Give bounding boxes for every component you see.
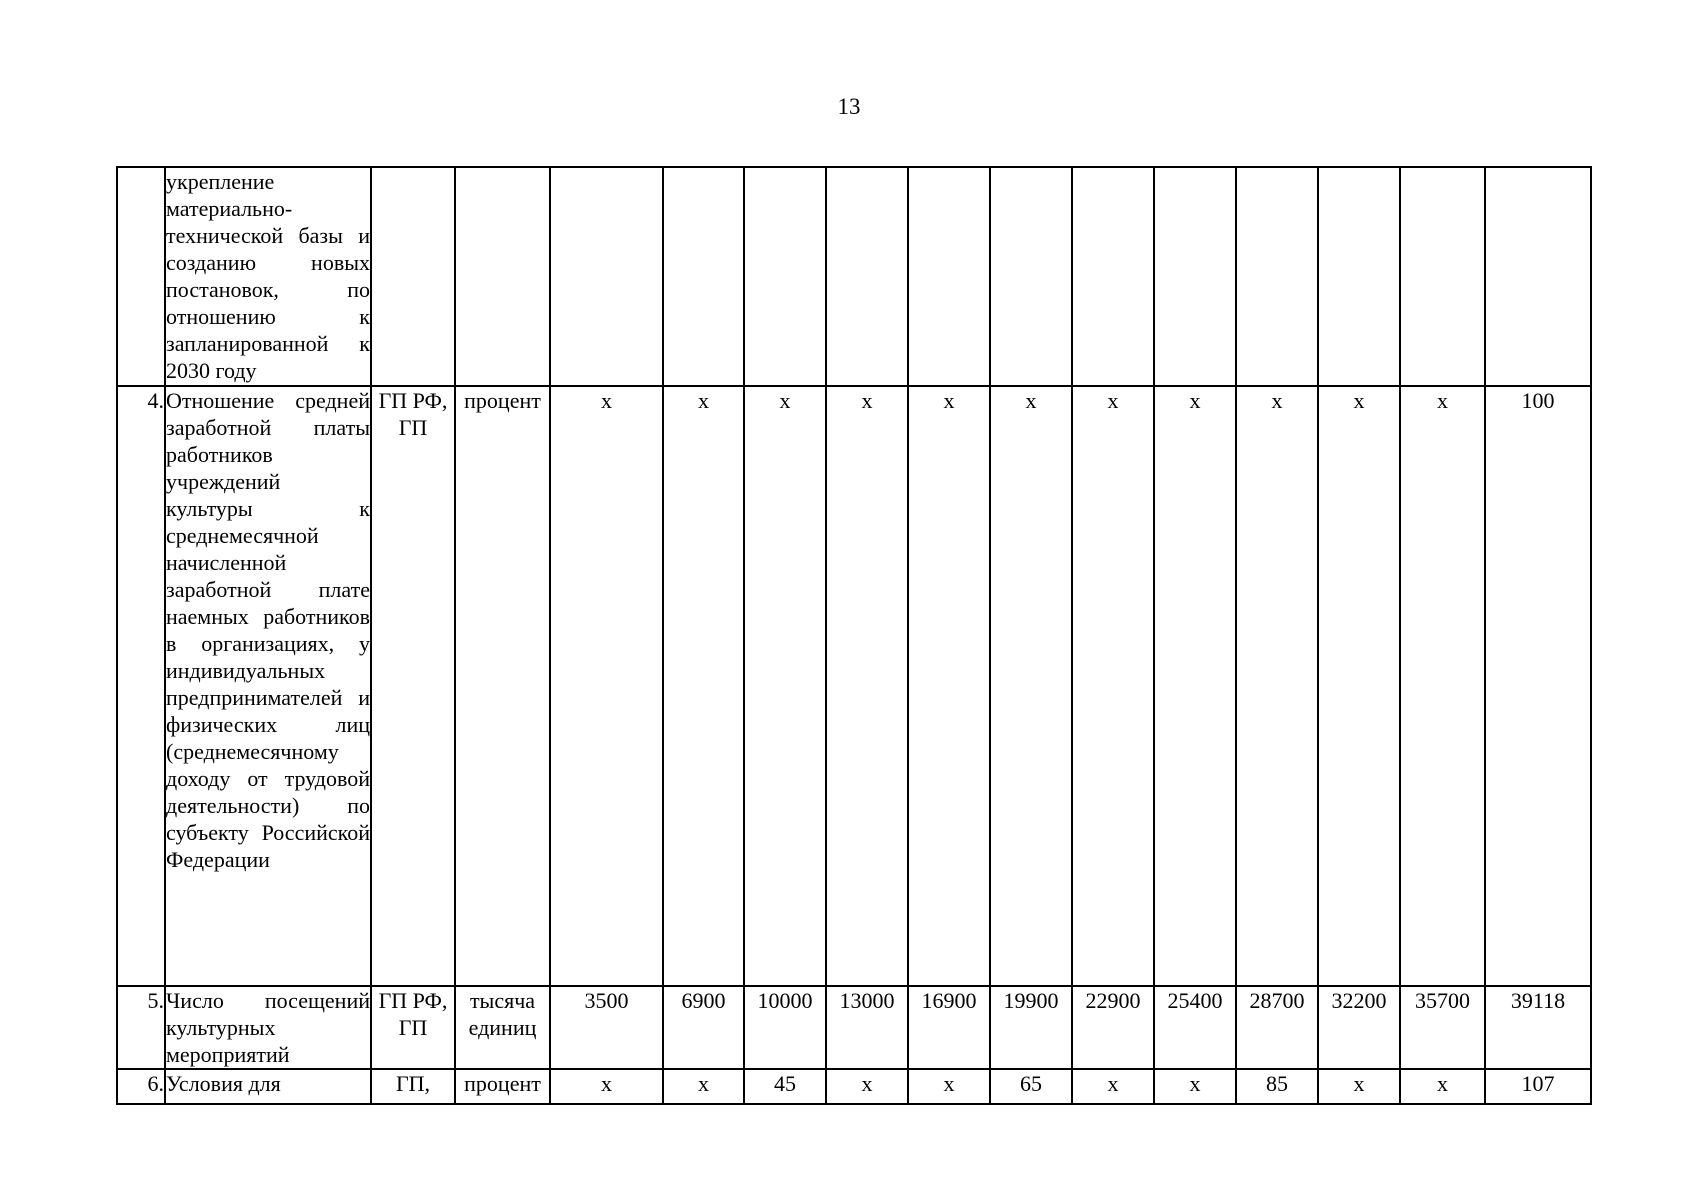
- value-cell: 13000: [826, 986, 908, 1069]
- value-cell: х: [1154, 1069, 1236, 1104]
- value-cell: [744, 167, 826, 386]
- value-cell: х: [1236, 386, 1318, 986]
- indicator-name: Условия для: [165, 1069, 371, 1104]
- value-cell: х: [1318, 386, 1400, 986]
- value-cell: х: [663, 1069, 744, 1104]
- unit-of-measure: процент: [455, 386, 550, 986]
- value-cell: [1072, 167, 1154, 386]
- indicator-source: ГП,: [371, 1069, 455, 1104]
- value-cell: [550, 167, 663, 386]
- indicator-name: укрепление материально-технической базы и созданию новых постановок, по отношению к запланированной к 2030 году: [165, 167, 371, 386]
- value-cell: х: [663, 386, 744, 986]
- value-cell: [990, 167, 1072, 386]
- value-cell: х: [826, 1069, 908, 1104]
- value-cell: 45: [744, 1069, 826, 1104]
- value-cell: х: [826, 386, 908, 986]
- value-cell: 65: [990, 1069, 1072, 1104]
- value-cell: [826, 167, 908, 386]
- value-cell: [1485, 167, 1591, 386]
- indicator-name: Число посещений культурных мероприятий: [166, 988, 370, 1067]
- value-cell: [1318, 167, 1400, 386]
- row-number: [117, 167, 165, 386]
- value-cell: х: [550, 1069, 663, 1104]
- page-number: 13: [837, 94, 861, 119]
- value-cell: 19900: [990, 986, 1072, 1069]
- value-cell: х: [1072, 386, 1154, 986]
- value-cell: х: [1318, 1069, 1400, 1104]
- indicators-table: [116, 166, 1592, 1105]
- value-cell: 3500: [550, 986, 663, 1069]
- value-cell: [663, 167, 744, 386]
- table-row: [117, 386, 1591, 986]
- value-cell: 39118: [1485, 986, 1591, 1069]
- value-cell: х: [908, 386, 990, 986]
- value-cell: 6900: [663, 986, 744, 1069]
- indicator-name: Отношение средней заработной платы работников учреждений культуры к среднемесячной начисленной заработной плате наемных работников в организациях, у индивидуальных предпринимателей и физических лиц (среднемесячному доходу от трудовой деятельности) по субъекту Российской Федерации: [165, 386, 371, 986]
- value-cell: х: [1400, 1069, 1485, 1104]
- table-row: [117, 167, 1591, 386]
- value-cell: [1236, 167, 1318, 386]
- indicator-source: ГП РФ, ГП: [371, 986, 455, 1069]
- value-cell: х: [1400, 386, 1485, 986]
- indicator-source: ГП РФ, ГП: [371, 386, 455, 986]
- unit-of-measure: [455, 167, 550, 386]
- indicator-source: [371, 167, 455, 386]
- unit-of-measure: тысяча единиц: [455, 986, 550, 1069]
- row-number: 6.: [117, 1069, 165, 1104]
- value-cell: [908, 167, 990, 386]
- unit-of-measure: процент: [455, 1069, 550, 1104]
- value-cell: 107: [1485, 1069, 1591, 1104]
- value-cell: 35700: [1400, 986, 1485, 1069]
- table-row: [117, 986, 1591, 1069]
- value-cell: 32200: [1318, 986, 1400, 1069]
- value-cell: 10000: [744, 986, 826, 1069]
- value-cell: х: [550, 386, 663, 986]
- value-cell: 28700: [1236, 986, 1318, 1069]
- value-cell: х: [1154, 386, 1236, 986]
- value-cell: 25400: [1154, 986, 1236, 1069]
- value-cell: 100: [1485, 386, 1591, 986]
- table-row: [117, 1069, 1591, 1104]
- value-cell: 85: [1236, 1069, 1318, 1104]
- value-cell: х: [990, 386, 1072, 986]
- value-cell: 16900: [908, 986, 990, 1069]
- row-number: 4.: [117, 386, 165, 986]
- value-cell: [1400, 167, 1485, 386]
- row-number: 5.: [117, 986, 165, 1069]
- value-cell: [1154, 167, 1236, 386]
- value-cell: х: [908, 1069, 990, 1104]
- value-cell: х: [1072, 1069, 1154, 1104]
- value-cell: х: [744, 386, 826, 986]
- value-cell: 22900: [1072, 986, 1154, 1069]
